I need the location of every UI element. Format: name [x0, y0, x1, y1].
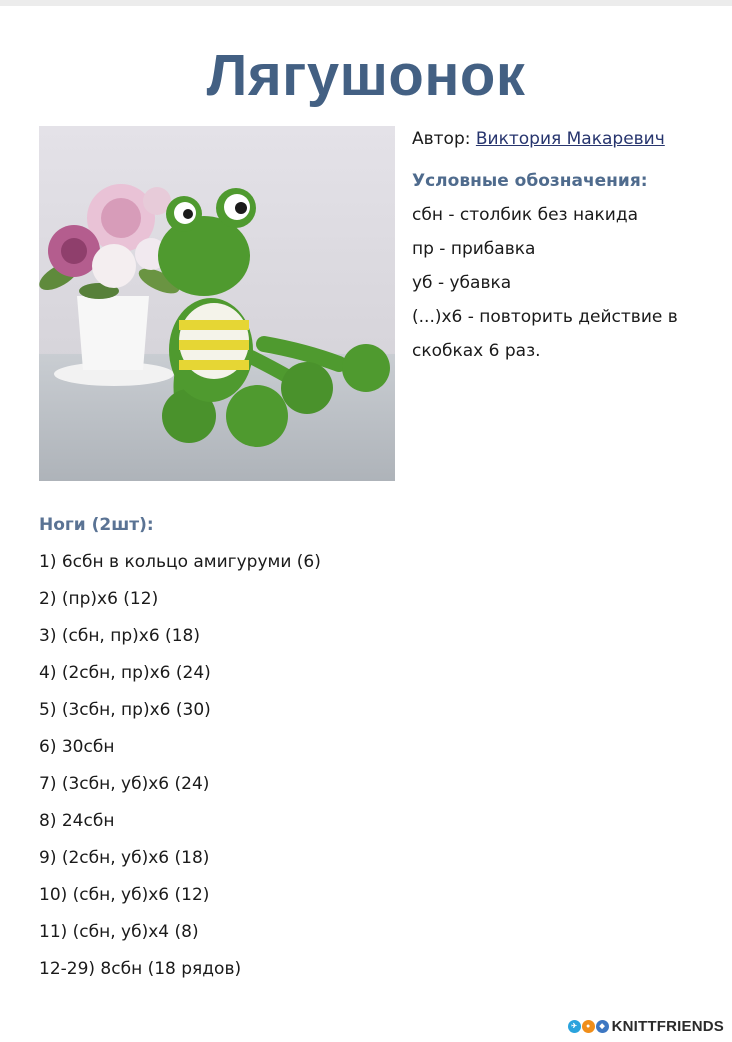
legend-line: уб - убавка — [412, 273, 512, 293]
brand-name[interactable]: KNITTFRIENDS — [611, 1017, 724, 1035]
frog-toy-illustration — [39, 126, 395, 481]
pattern-row: 3) (сбн, пр)х6 (18) — [39, 626, 200, 646]
vk-icon[interactable]: ◆ — [596, 1020, 609, 1033]
legs-section — [39, 508, 699, 988]
pattern-row: 5) (3сбн, пр)х6 (30) — [39, 700, 211, 720]
pattern-row: 9) (2сбн, уб)х6 (18) — [39, 848, 210, 868]
legs-title: Ноги (2шт): — [39, 515, 154, 535]
author-link[interactable]: Виктория Макаревич — [475, 129, 665, 149]
legs-rows — [39, 544, 699, 988]
legend-line: сбн - столбик без накида — [412, 205, 639, 225]
page-title: Лягушонок — [206, 43, 526, 108]
pattern-row: 12-29) 8сбн (18 рядов) — [39, 959, 242, 979]
pattern-row: 1) 6сбн в кольцо амигуруми (6) — [39, 552, 321, 572]
author-row — [412, 122, 712, 156]
legend-title: Условные обозначения: — [412, 171, 648, 191]
legend-line: скобках 6 раз. — [412, 341, 541, 361]
pattern-row: 11) (сбн, уб)х4 (8) — [39, 922, 199, 942]
pattern-row: 8) 24сбн — [39, 811, 115, 831]
ok-icon[interactable]: ● — [582, 1020, 595, 1033]
legend-line: (...)х6 - повторить действие в — [412, 307, 678, 327]
pattern-row: 7) (3сбн, уб)х6 (24) — [39, 774, 210, 794]
top-bar — [0, 0, 732, 6]
pattern-row: 6) 30сбн — [39, 737, 115, 757]
footer-brand — [568, 1016, 724, 1036]
author-label: Автор: — [412, 129, 471, 149]
info-panel — [412, 122, 712, 368]
pattern-row: 10) (сбн, уб)х6 (12) — [39, 885, 210, 905]
pattern-row: 4) (2сбн, пр)х6 (24) — [39, 663, 211, 683]
pattern-row: 2) (пр)х6 (12) — [39, 589, 159, 609]
telegram-icon[interactable]: ✈ — [568, 1020, 581, 1033]
frog-photo — [39, 126, 395, 481]
legend-line: пр - прибавка — [412, 239, 536, 259]
